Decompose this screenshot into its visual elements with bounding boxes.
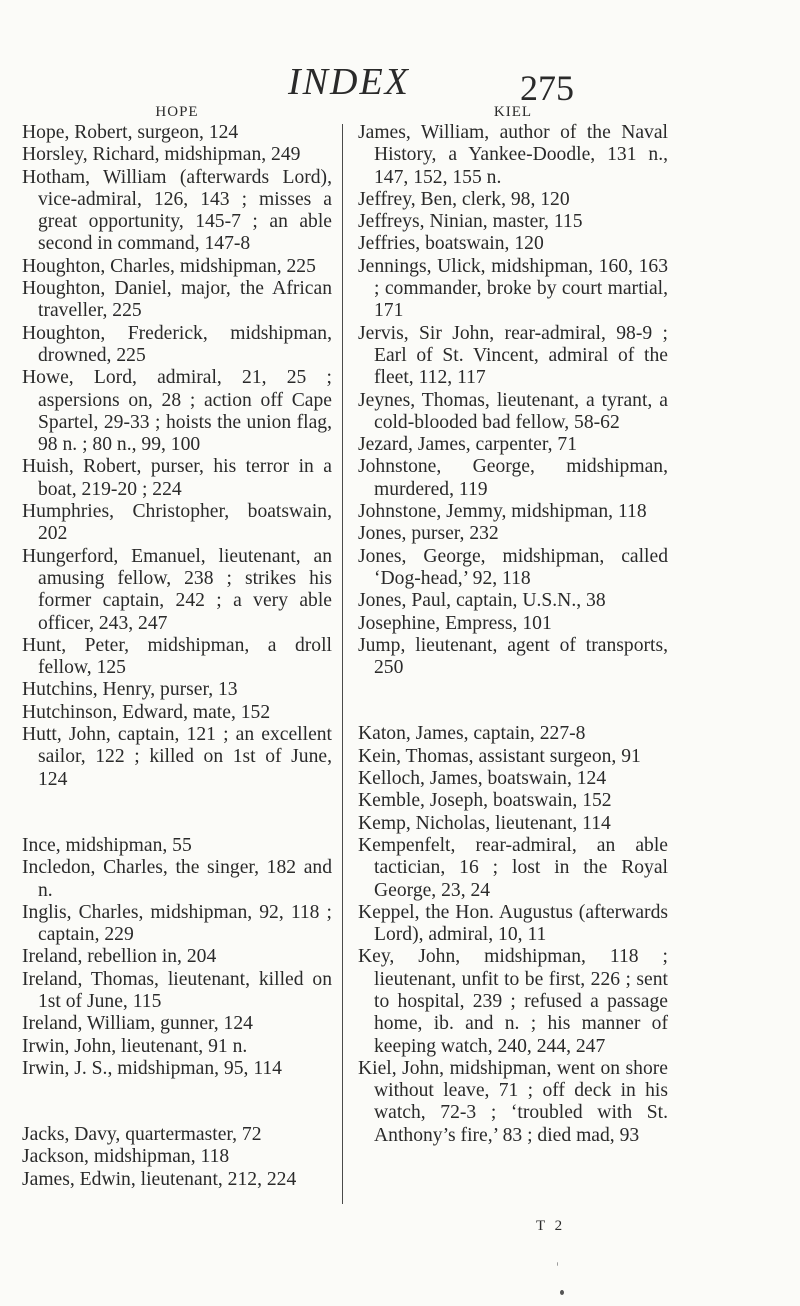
right-index-entry: Josephine, Empress, 101 xyxy=(358,612,552,634)
left-index-entry: Irwin, John, lieutenant, 91 n. xyxy=(22,1035,248,1057)
left-index-entry: Ireland, William, gunner, 124 xyxy=(22,1013,253,1035)
left-index-entry: Humphries, Christopher, boatswain, 202 xyxy=(22,501,332,545)
left-index-entry: Ireland, Thomas, lieutenant, killed on 1st of June, 115 xyxy=(22,968,332,1012)
right-index-entry: James, William, author of the Naval History, a Yankee-Doodle, 131 n., 147, 152, 155 n. xyxy=(358,122,668,188)
left-index-entry: Houghton, Daniel, major, the African traveller, 225 xyxy=(22,278,332,322)
left-index-entry: Hotham, William (afterwards Lord), vice-admiral, 126, 143 ; misses a great opportunity, 145-7 ; an able second in command, 147-8 xyxy=(22,166,332,255)
right-index-entry: Katon, James, captain, 227-8 xyxy=(358,723,586,745)
catchword-right: KIEL xyxy=(493,104,533,120)
index-entries-right xyxy=(358,122,668,1147)
left-section-gap xyxy=(22,1080,332,1124)
left-index-entry: Jacks, Davy, quartermaster, 72 xyxy=(22,1124,262,1146)
left-index-entry: Irwin, J. S., midshipman, 95, 114 xyxy=(22,1057,282,1079)
left-index-entry: Houghton, Frederick, midshipman, drowned, 225 xyxy=(22,322,332,366)
right-index-entry: Johnstone, Jemmy, midshipman, 118 xyxy=(358,501,647,523)
right-index-entry: Jones, George, midshipman, called ‘Dog-head,’ 92, 118 xyxy=(358,545,668,589)
left-index-entry: Huish, Robert, purser, his terror in a boat, 219-20 ; 224 xyxy=(22,456,332,500)
right-index-entry: Kelloch, James, boatswain, 124 xyxy=(358,768,607,790)
right-index-entry: Kemp, Nicholas, lieutenant, 114 xyxy=(358,812,611,834)
left-index-entry: Inglis, Charles, midshipman, 92, 118 ; captain, 229 xyxy=(22,901,332,946)
right-index-entry: Jones, Paul, captain, U.S.N., 38 xyxy=(358,590,606,612)
right-index-entry: Jones, purser, 232 xyxy=(358,523,499,545)
index-column-left xyxy=(22,102,332,1191)
right-index-entry: Jennings, Ulick, midshipman, 160, 163 ; commander, broke by court martial, 171 xyxy=(358,255,668,322)
right-index-entry: Jeffreys, Ninian, master, 115 xyxy=(358,211,583,233)
right-index-entry: Johnstone, George, midshipman, murdered, 119 xyxy=(358,456,668,500)
left-index-entry: Incledon, Charles, the singer, 182 and n. xyxy=(22,857,332,901)
right-index-entry: Jump, lieutenant, agent of transports, 250 xyxy=(358,634,668,679)
left-index-entry: Houghton, Charles, midshipman, 225 xyxy=(22,255,316,277)
page-title: INDEX xyxy=(288,61,410,103)
right-index-entry: Keppel, the Hon. Augustus (afterwards Lord), admiral, 10, 11 xyxy=(358,901,668,946)
index-entries-left xyxy=(22,122,332,1191)
left-index-entry: Hope, Robert, surgeon, 124 xyxy=(22,122,239,143)
right-index-entry: Kiel, John, midshipman, went on shore without leave, 71 ; off deck in his watch, 72-3 ; ‘troubled with St. Anthony’s fire,’ 83 ; died mad, 93 xyxy=(358,1057,668,1146)
right-index-entry: Kempenfelt, rear-admiral, an able tactician, 16 ; lost in the Royal George, 23, 24 xyxy=(358,834,668,901)
left-index-entry: Hungerford, Emanuel, lieutenant, an amusing fellow, 238 ; strikes his former captain, 242 ; a very able officer, 243, 247 xyxy=(22,545,332,634)
right-index-entry: Jeynes, Thomas, lieutenant, a tyrant, a cold-blooded bad fellow, 58-62 xyxy=(358,389,668,433)
left-index-entry: Horsley, Richard, midshipman, 249 xyxy=(22,144,301,166)
right-index-entry: Jeffrey, Ben, clerk, 98, 120 xyxy=(358,188,570,210)
right-section-gap xyxy=(358,679,668,723)
right-index-entry: Kein, Thomas, assistant surgeon, 91 xyxy=(358,745,641,767)
left-index-entry: Howe, Lord, admiral, 21, 25 ; aspersions on, 28 ; action off Cape Spartel, 29-33 ; hoists the union flag, 98 n. ; 80 n., 99, 100 xyxy=(22,367,332,456)
left-index-entry: Hutchins, Henry, purser, 13 xyxy=(22,679,238,701)
catchword-left: HOPE xyxy=(155,104,199,120)
right-index-entry: Jervis, Sir John, rear-admiral, 98-9 ; Earl of St. Vincent, admiral of the fleet, 112, 117 xyxy=(358,322,668,389)
right-index-entry: Jezard, James, carpenter, 71 xyxy=(358,434,577,456)
left-index-entry: Ireland, rebellion in, 204 xyxy=(22,946,217,968)
left-index-entry: Hutchinson, Edward, mate, 152 xyxy=(22,701,271,723)
left-index-entry: James, Edwin, lieutenant, 212, 224 xyxy=(22,1168,297,1190)
left-index-entry: Hunt, Peter, midshipman, a droll fellow, 125 xyxy=(22,634,332,679)
signature-mark: T 2 xyxy=(536,1218,566,1234)
left-section-gap xyxy=(22,791,332,835)
left-index-entry: Hutt, John, captain, 121 ; an excellent sailor, 122 ; killed on 1st of June, 124 xyxy=(22,724,332,790)
left-index-entry: Ince, midshipman, 55 xyxy=(22,834,192,856)
page-number: 275 xyxy=(520,68,574,108)
right-index-entry: Jeffries, boatswain, 120 xyxy=(358,233,544,255)
left-index-entry: Jackson, midshipman, 118 xyxy=(22,1146,230,1168)
column-divider xyxy=(342,124,343,1204)
right-index-entry: Kemble, Joseph, boatswain, 152 xyxy=(358,790,612,812)
right-index-entry: Key, John, midshipman, 118 ; lieutenant, unfit to be first, 226 ; sent to hospital, 239 ; refused a passage home, ib. and n. ; his manner of keeping watch, 240, 244, 247 xyxy=(358,946,668,1057)
index-column-right xyxy=(358,102,668,1147)
